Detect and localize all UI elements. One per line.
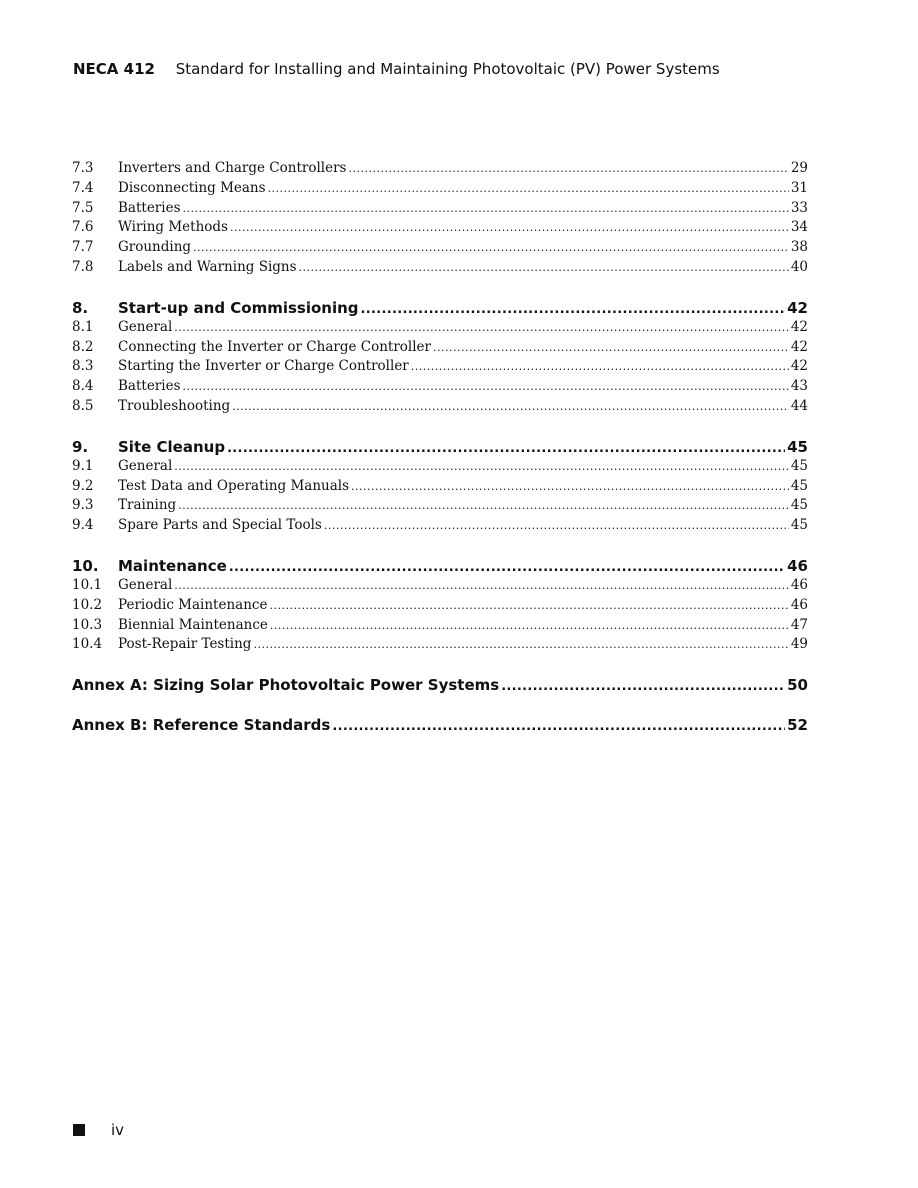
toc-entry-number: 7.7 xyxy=(72,239,94,256)
toc-entry-number: 9.2 xyxy=(72,477,94,494)
toc-annex-b-group xyxy=(72,715,808,735)
table-of-contents xyxy=(72,159,808,755)
dot-leader xyxy=(229,556,785,576)
toc-entry-title: Starting the Inverter or Charge Controller xyxy=(118,358,409,375)
toc-entry-page: 45 xyxy=(790,497,808,514)
toc-entry-page: 40 xyxy=(790,258,808,275)
toc-entry-page: 49 xyxy=(790,636,808,653)
toc-entry-title: Periodic Maintenance xyxy=(118,596,268,613)
toc-annex-page: 52 xyxy=(787,716,808,735)
toc-entry-number: 10.1 xyxy=(72,576,103,593)
toc-chapter-page: 45 xyxy=(787,437,808,456)
toc-entry-number: 7.3 xyxy=(72,160,94,176)
dot-leader xyxy=(253,635,788,655)
page-number: iv xyxy=(111,1121,125,1139)
toc-entry-title: Batteries xyxy=(118,378,181,395)
toc-entry-7-3[interactable] xyxy=(72,159,808,179)
toc-entry-title: Wiring Methods xyxy=(118,219,228,236)
toc-chapter-10[interactable] xyxy=(72,556,808,576)
toc-chapter-title: Start-up and Commissioning xyxy=(118,298,359,317)
toc-chapter-number: 8. xyxy=(72,298,89,317)
dot-leader xyxy=(332,715,785,735)
toc-annex-a[interactable] xyxy=(72,675,808,695)
toc-entry-number: 10.4 xyxy=(72,636,103,653)
toc-entry-9-4[interactable] xyxy=(72,516,808,536)
toc-entry-page: 34 xyxy=(790,219,808,236)
toc-chapter-title: Maintenance xyxy=(118,556,227,575)
dot-leader xyxy=(411,357,789,377)
toc-entry-7-8[interactable] xyxy=(72,258,808,278)
document-code: NECA 412 xyxy=(73,60,155,78)
toc-section-8 xyxy=(72,298,808,417)
dot-leader xyxy=(268,179,789,199)
toc-entry-10-3[interactable] xyxy=(72,616,808,636)
toc-entry-page: 29 xyxy=(790,160,808,176)
toc-entry-number: 8.4 xyxy=(72,378,94,395)
toc-entry-number: 9.4 xyxy=(72,517,94,534)
toc-chapter-title: Site Cleanup xyxy=(118,437,226,456)
toc-entry-number: 8.3 xyxy=(72,358,94,375)
toc-entry-page: 44 xyxy=(790,397,808,414)
toc-entry-7-4[interactable] xyxy=(72,179,808,199)
toc-chapter-page: 46 xyxy=(787,556,808,575)
dot-leader xyxy=(232,397,789,417)
dot-leader xyxy=(183,199,789,219)
toc-entry-title: General xyxy=(118,576,173,593)
dot-leader xyxy=(174,318,789,338)
dot-leader xyxy=(174,576,789,596)
toc-entry-title: Biennial Maintenance xyxy=(118,616,268,633)
toc-chapter-page: 42 xyxy=(787,298,808,317)
toc-entry-page: 31 xyxy=(790,179,808,196)
toc-entry-number: 10.2 xyxy=(72,596,103,613)
toc-annex-a-group xyxy=(72,675,808,695)
dot-leader xyxy=(299,258,789,278)
toc-entry-number: 8.1 xyxy=(72,318,94,335)
toc-entry-number: 7.5 xyxy=(72,199,94,216)
toc-entry-page: 38 xyxy=(790,239,808,256)
toc-entry-10-2[interactable] xyxy=(72,596,808,616)
toc-entry-9-1[interactable] xyxy=(72,457,808,477)
toc-chapter-number: 10. xyxy=(72,556,99,575)
running-header xyxy=(73,60,720,78)
toc-entry-title: Troubleshooting xyxy=(118,397,231,414)
toc-entry-title: Labels and Warning Signs xyxy=(118,258,297,275)
toc-entry-8-3[interactable] xyxy=(72,357,808,377)
toc-annex-page: 50 xyxy=(787,676,808,695)
toc-section-7 xyxy=(72,159,808,278)
dot-leader xyxy=(178,496,789,516)
toc-entry-8-1[interactable] xyxy=(72,318,808,338)
toc-entry-9-3[interactable] xyxy=(72,496,808,516)
toc-chapter-number: 9. xyxy=(72,437,89,456)
document-title: Standard for Installing and Maintaining Photovoltaic (PV) Power Systems xyxy=(175,60,720,78)
dot-leader xyxy=(227,437,785,457)
toc-entry-8-5[interactable] xyxy=(72,397,808,417)
dot-leader xyxy=(193,238,789,258)
toc-entry-number: 9.3 xyxy=(72,497,94,514)
toc-entry-number: 7.8 xyxy=(72,258,94,275)
toc-entry-page: 45 xyxy=(790,517,808,534)
toc-entry-title: Training xyxy=(118,497,177,514)
toc-entry-number: 8.5 xyxy=(72,397,94,414)
dot-leader xyxy=(501,675,785,695)
toc-entry-7-7[interactable] xyxy=(72,238,808,258)
toc-entry-page: 46 xyxy=(790,596,808,613)
dot-leader xyxy=(361,298,786,318)
toc-entry-page: 43 xyxy=(790,378,808,395)
toc-section-9 xyxy=(72,437,808,536)
toc-entry-page: 45 xyxy=(790,477,808,494)
dot-leader xyxy=(324,516,789,536)
toc-annex-b[interactable] xyxy=(72,715,808,735)
toc-section-10 xyxy=(72,556,808,655)
toc-chapter-9[interactable] xyxy=(72,437,808,457)
square-bullet-icon xyxy=(73,1124,85,1136)
toc-entry-9-2[interactable] xyxy=(72,477,808,497)
toc-entry-number: 7.6 xyxy=(72,219,94,236)
toc-entry-10-1[interactable] xyxy=(72,576,808,596)
toc-entry-title: General xyxy=(118,457,173,474)
dot-leader xyxy=(351,477,789,497)
toc-entry-title: Batteries xyxy=(118,199,181,216)
toc-chapter-8[interactable] xyxy=(72,298,808,318)
toc-entry-page: 47 xyxy=(790,616,808,633)
toc-entry-7-6[interactable] xyxy=(72,218,808,238)
toc-entry-title: General xyxy=(118,318,173,335)
toc-entry-page: 42 xyxy=(790,318,808,335)
toc-entry-7-5[interactable] xyxy=(72,199,808,219)
dot-leader xyxy=(270,616,789,636)
toc-entry-10-4[interactable] xyxy=(72,635,808,655)
toc-entry-title: Post-Repair Testing xyxy=(118,636,252,653)
toc-entry-8-4[interactable] xyxy=(72,377,808,397)
toc-entry-8-2[interactable] xyxy=(72,338,808,358)
toc-entry-page: 33 xyxy=(790,199,808,216)
toc-entry-number: 10.3 xyxy=(72,616,103,633)
toc-annex-title: Annex B: Reference Standards xyxy=(72,716,331,735)
toc-entry-page: 45 xyxy=(790,457,808,474)
toc-entry-title: Test Data and Operating Manuals xyxy=(118,477,350,494)
toc-entry-page: 42 xyxy=(790,358,808,375)
toc-entry-page: 42 xyxy=(790,338,808,355)
toc-entry-number: 9.1 xyxy=(72,457,94,474)
toc-entry-title: Disconnecting Means xyxy=(118,179,266,196)
toc-entry-number: 8.2 xyxy=(72,338,94,355)
toc-entry-title: Spare Parts and Special Tools xyxy=(118,517,322,534)
page-footer xyxy=(73,1121,124,1139)
toc-entry-title: Inverters and Charge Controllers xyxy=(118,160,347,176)
toc-entry-page: 46 xyxy=(790,576,808,593)
dot-leader xyxy=(183,377,789,397)
dot-leader xyxy=(230,218,789,238)
dot-leader xyxy=(174,457,789,477)
toc-entry-title: Grounding xyxy=(118,239,192,256)
toc-annex-title: Annex A: Sizing Solar Photovoltaic Power Systems xyxy=(72,676,500,695)
dot-leader xyxy=(433,338,789,358)
toc-entry-title: Connecting the Inverter or Charge Controller xyxy=(118,338,431,355)
dot-leader xyxy=(269,596,788,616)
dot-leader xyxy=(348,159,788,179)
toc-entry-number: 7.4 xyxy=(72,179,94,196)
